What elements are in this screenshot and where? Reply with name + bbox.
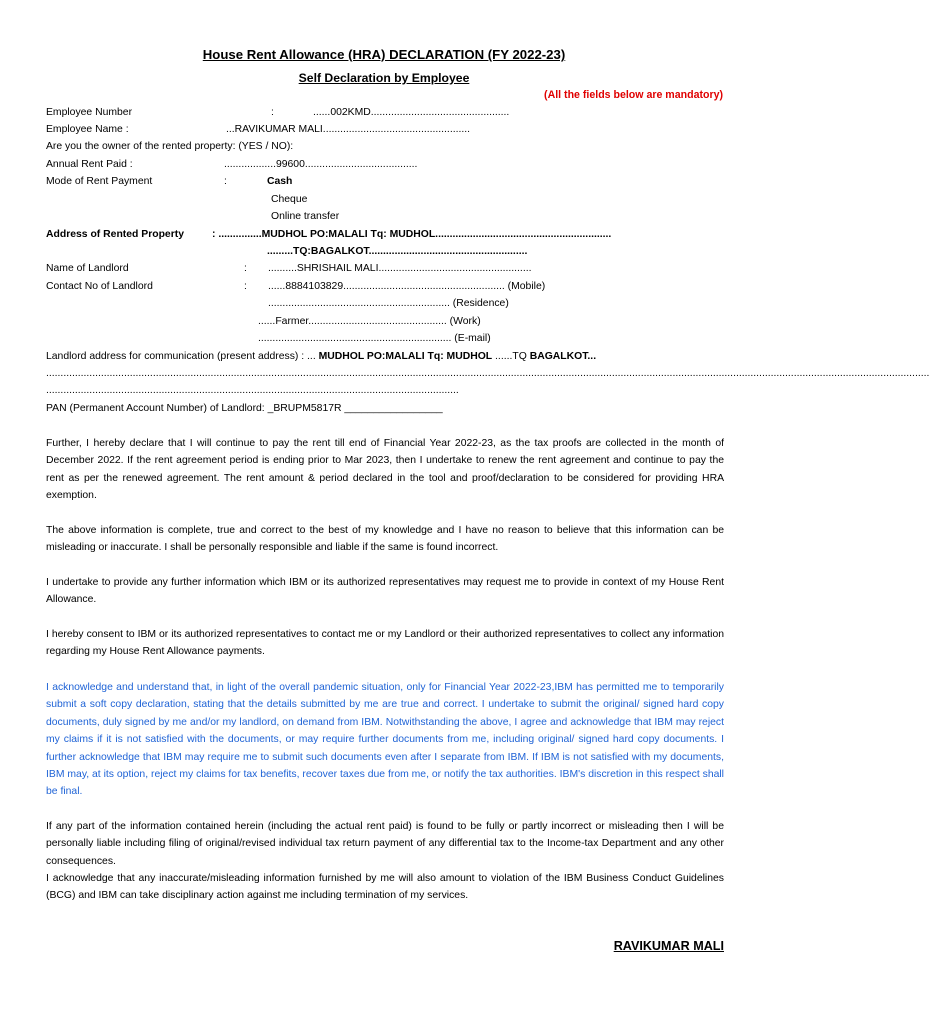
owner-question: Are you the owner of the rented property: (YES / NO): bbox=[46, 141, 294, 152]
landlord-name-value: ..........SHRISHAIL MALI..................................................... bbox=[268, 263, 532, 274]
landlord-address-label: Landlord address for communication (present address) : ... bbox=[46, 351, 316, 362]
paragraph-further-information: I undertake to provide any further information which IBM or its authorized representatives may request me to provide in context of my House Rent Allowance. bbox=[46, 577, 724, 606]
employee-name-value: ...RAVIKUMAR MALI................................................... bbox=[226, 124, 471, 135]
mandatory-note: (All the fields below are mandatory) bbox=[544, 89, 723, 101]
mode-option-cheque: Cheque bbox=[271, 194, 308, 205]
landlord-address-line bbox=[46, 348, 596, 365]
mode-option-cash: Cash bbox=[267, 176, 293, 187]
contact-colon: : bbox=[244, 281, 247, 292]
contact-mobile: ......8884103829........................................................ (Mobile) bbox=[268, 281, 546, 292]
employee-name-label: Employee Name : bbox=[46, 124, 129, 135]
employee-number-label: Employee Number bbox=[46, 107, 133, 118]
landlord-name-label: Name of Landlord bbox=[46, 263, 129, 274]
paragraph-rent-continuation: Further, I hereby declare that I will continue to pay the rent till end of Financial Year 2022-23, as the tax proofs are collected in the month of December 2022. If the rent agreement period is ending prior to Mar 2023, then I undertake to renew the rent agreement and continue to pay the rent as per the renewed agreement. The rent amount & period declared in the tool and proof/declaration to be considered for providing HRA exemption. bbox=[46, 438, 724, 502]
paragraph-bcg-violation: I acknowledge that any inaccurate/misleading information furnished by me will also amount to violation of the IBM Business Conduct Guidelines (BCG) and IBM can take disciplinary action against me including termination of my services. bbox=[46, 873, 724, 902]
employee-number-colon: : bbox=[271, 107, 274, 118]
mode-colon: : bbox=[224, 176, 227, 187]
landlord-address-dots: ......TQ bbox=[495, 351, 527, 362]
contact-email: ................................................................... (E-mail) bbox=[258, 333, 491, 344]
dotted-line-2: ............................................................................................................................................... bbox=[46, 385, 459, 396]
annual-rent-value: ..................99600....................................... bbox=[224, 159, 418, 170]
annual-rent-label: Annual Rent Paid : bbox=[46, 159, 133, 170]
page-subtitle: Self Declaration by Employee bbox=[298, 71, 470, 85]
page-title: House Rent Allowance (HRA) DECLARATION (FY 2022-23) bbox=[202, 47, 566, 62]
paragraph-pandemic-acknowledgement: I acknowledge and understand that, in light of the overall pandemic situation, only for Financial Year 2022-23,IBM has permitted me to temporarily submit a soft copy declaration, stating that the details submitted by me are true and correct. I undertake to submit the original/ signed hard copy documents, duly signed by me and/or my landlord, on demand from IBM. Notwithstanding the above, I agree and acknowledge that IBM may reject my claims if it is not satisfied with the documents, or may require further documents from me, including original/ signed hard copy documents. I further acknowledge that IBM may require me to submit such documents even after I separate from IBM. If IBM is not satisfied with my documents, IBM may, at its option, reject my claims for tax benefits, recover taxes due from me, or notify the tax authorities. IBM's discretion in this respect shall be final. bbox=[46, 682, 724, 798]
dotted-line-1: .................................................................................................................................................................................................................................................................................................................. bbox=[46, 368, 929, 379]
pan-line: PAN (Permanent Account Number) of Landlord: _BRUPM5817R _________________ bbox=[46, 403, 443, 414]
address-line-2: .........TQ:BAGALKOT....................................................... bbox=[267, 246, 528, 257]
contact-work: ......Farmer................................................ (Work) bbox=[258, 316, 481, 327]
signature-name: RAVIKUMAR MALI bbox=[613, 939, 724, 953]
landlord-address-value: MUDHOL PO:MALALI Tq: MUDHOL bbox=[318, 351, 493, 362]
landlord-address-end: BAGALKOT... bbox=[529, 351, 597, 362]
mode-label: Mode of Rent Payment bbox=[46, 176, 153, 187]
contact-residence: ............................................................... (Residence) bbox=[268, 298, 509, 309]
contact-label: Contact No of Landlord bbox=[46, 281, 153, 292]
employee-number-value: ......002KMD................................................ bbox=[313, 107, 510, 118]
landlord-name-colon: : bbox=[244, 263, 247, 274]
paragraph-consent: I hereby consent to IBM or its authorized representatives to contact me or my Landlord or their authorized representatives to collect any information regarding my House Rent Allowance payments. bbox=[46, 629, 724, 658]
paragraph-information-correct: The above information is complete, true and correct to the best of my knowledge and I have no reason to believe that this information can be misleading or inaccurate. I shall be personally responsible and liable if the same is found incorrect. bbox=[46, 525, 724, 554]
address-label: Address of Rented Property bbox=[46, 229, 184, 240]
paragraph-liability: If any part of the information contained herein (including the actual rent paid) is found to be fully or partly incorrect or misleading then I will be personally liable including filing of original/revised individual tax return payment of any differential tax to the Income-tax Department and any other consequences. bbox=[46, 821, 724, 867]
mode-option-online: Online transfer bbox=[271, 211, 340, 222]
address-line-1: : ...............MUDHOL PO:MALALI Tq: MUDHOL............................................................. bbox=[212, 229, 612, 240]
